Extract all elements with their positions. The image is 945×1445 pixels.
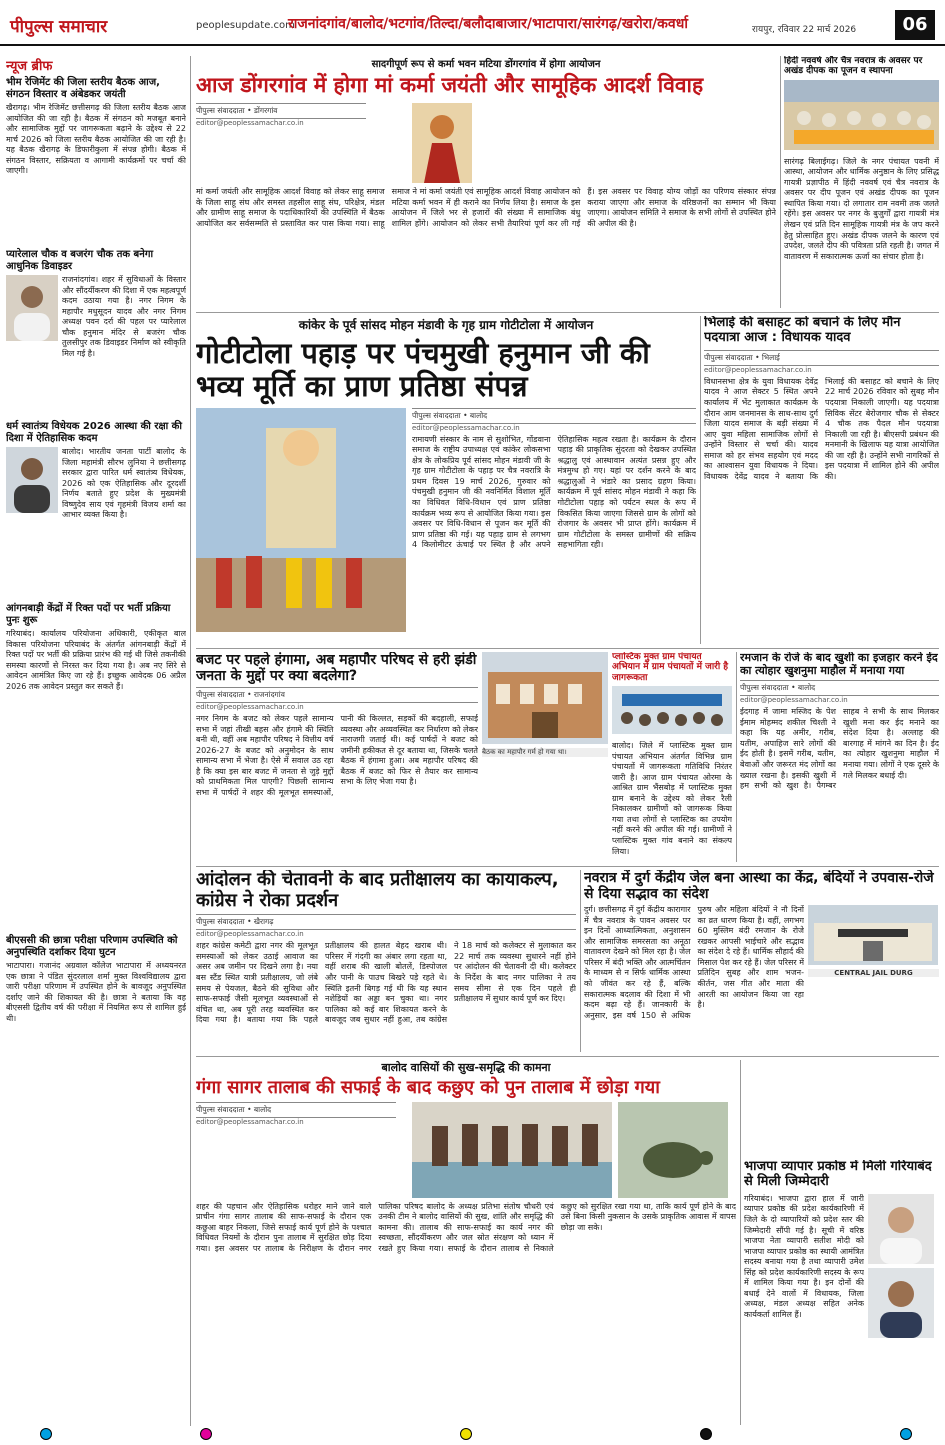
brief-headline: धर्म स्वातंत्र्य विधेयक 2026 आस्था की रक्षा की दिशा में ऐतिहासिक कदम xyxy=(6,421,182,444)
story-byline: पीपुल्स संवाददाता • बालोद xyxy=(740,680,939,696)
news-brief-column xyxy=(6,56,186,1426)
story-headline: बजट पर पहले हंगामा, अब महापौर परिषद से हरी झंडी जनता के मुद्दों पर क्या बदलेगा? xyxy=(196,652,477,685)
portrait-photo xyxy=(6,447,58,513)
turtle-photo xyxy=(618,1102,728,1198)
dateline: रायपुर, रविवार 22 मार्च 2026 xyxy=(752,25,857,35)
plastic-story-block xyxy=(612,652,732,862)
story-email: editor@peoplessamachar.co.in xyxy=(412,423,520,432)
newspaper-logo: पीपुल्स समाचार xyxy=(10,17,108,37)
photo-caption: CENTRAL JAIL DURG xyxy=(808,969,939,977)
story-headline: रमजान के रोजे के बाद खुशी का इजहार करने ईद का त्योहार खुशनुमा माहौल में मनाया गया xyxy=(740,652,938,677)
brief-text: खैरागढ़। भीम रेजिमेंट छत्तीसगढ़ की जिला स्तरीय बैठक आज आयोजित की जा रही है। बैठक में संगठन को मजबूत बनाने और सामाजिक मुद्दों पर जागरूकता बढ़ाने के उद्देश्य से 22 मार्च 2026 को जिला स्तरीय बैठक आयोजित की जा रही है। यह बैठक खैरागढ़ के डिफारीकुला में संपन्न होगी। बैठक में संगठन विस्तार, सक्रियता व आगामी कार्यक्रमों पर चर्चा की जाएगी। xyxy=(6,103,186,176)
central-jail-photo xyxy=(808,905,938,965)
photo-caption: बैठक का महापौर गर्म हो गया था। xyxy=(482,748,608,757)
pond-officials-photo xyxy=(412,1102,612,1198)
navratri-story xyxy=(784,56,939,308)
main-story xyxy=(196,316,696,644)
story-email: editor@peoplessamachar.co.in xyxy=(196,119,304,128)
brief-section-title: न्यूज ब्रीफ xyxy=(6,59,53,74)
eid-story xyxy=(740,652,939,862)
story-kicker: सादगीपूर्ण रूप से कर्मा भवन मटिया डोंगरगांव में होगा आयोजन xyxy=(371,59,601,70)
story-byline: पीपुल्स संवाददाता • बालोद xyxy=(412,408,696,424)
jail-story xyxy=(584,870,939,1052)
story-body: विधानसभा क्षेत्र के युवा विधायक देवेंद्र यादव ने आज सेक्टर 5 स्थित अपने कार्यालय में भेंट मुलाकात कार्यक्रम के दौरान आम जनमानस के साथ-साथ दुर्ग जिला यादव समाज के बड़ी संख्या में आए युवा महिला सामाजिक लोगों से उन्होंने विस्तार से चर्चा की। यादव समाज को हर संभव सहयोग एवं मदद का आश्वासन युवा विधायक ने दिया। विधायक देवेंद्र यादव ने बताया कि भिलाई की बसाहट को बचाने के लिए 22 मार्च 2026 रविवार को सुबह मौन पदयात्रा निकाली जाएगी। यह पदयात्रा सिविक सेंटर बेरोजगार चौक से सेक्टर 4 चौक तक पैदल मौन पदयात्रा निकाली जा रही है। बीएसपी प्रबंधन की मनमानी के खिलाफ यह यात्रा आयोजित की जा रही है। उन्होंने सभी नागरिकों से इस पदयात्रा में शामिल होने की अपील की। xyxy=(704,376,939,481)
story-headline: आज डोंगरगांव में होगा मां कर्मा जयंती और सामूहिक आदर्श विवाह xyxy=(196,73,704,97)
story-headline: नवरात्र में दुर्ग केंद्रीय जेल बना आस्था का केंद्र, बंदियों ने उपवास-रोजे से दिया सद्भाव का संदेश xyxy=(584,870,934,903)
plastic-story xyxy=(482,652,608,862)
masthead xyxy=(0,0,945,46)
story-kicker: बालोद वासियों की सुख-समृद्धि की कामना xyxy=(381,1061,551,1074)
story-email: editor@peoplessamachar.co.in xyxy=(196,1117,304,1126)
site-url: peoplesupdate.com xyxy=(196,20,295,31)
story-body: सारंगढ़ बिलाईगढ़। जिले के नगर पंचायत पवनी में आस्था, आयोजन और धार्मिक अनुष्ठान के लिए प्रसिद्ध गायत्री प्रज्ञापीठ में हिंदी नववर्ष एवं चैत्र नवरात्र के अवसर पर दीप पूजन एवं अखंड दीपक का पूजन स्थापित किया गया। दो लगातार राम नवमी तक जलते रहेंगे। इस अवसर पर नगर के बुजुर्गों द्वारा गायत्री मंत्र लेखन एवं प्रति दिन सामूहिक गायत्री मंत्र के जप करने हेतु प्रोत्साहित हुए। अखंड दीपक जलने के कारण एवं उपदेश, जलते दीप की पवित्रता प्रति रहती है। जगत में वातावरण में सकारात्मक ऊर्जा का संचार होता है। xyxy=(784,156,939,261)
story-headline: गोटीटोला पहाड़ पर पंचमुखी हनुमान जी की भव्य मूर्ति का प्राण प्रतिष्ठा संपन्न xyxy=(196,336,650,404)
story-byline: पीपुल्स संवाददाता • बालोद xyxy=(196,1102,396,1118)
story-body: रामायणी संस्कार के नाम से सुशोभित, गोंडवाना समाज के राष्ट्रीय उपाध्यक्ष एवं कांकेर लोकसभा क्षेत्र के लोकप्रिय पूर्व सांसद मोहन मंडावी जी के गृह ग्राम गोटीटोला के पहाड़ पर चैत्र नवरात्रि के प्रथम दिवस 19 मार्च 2026, गुरुवार को पंचमुखी हनुमान जी की नवनिर्मित विशाल मूर्ति का विधिवत विधि-विधान एवं प्राण प्रतिष्ठा कार्यक्रम भव्य रूप से आयोजित किया गया। इस अवसर पर विधि-विधान से पूजन कर मूर्ति की प्राण प्रतिष्ठा की गई। यह पहाड़ ग्राम से लगभग 4 किलोमीटर ऊंचाई पर स्थित है और अपने ऐतिहासिक महत्व रखता है। कार्यक्रम के दौरान पहाड़ की प्राकृतिक सुंदरता को देखकर उपस्थित श्रद्धालु एवं आस्थावान अत्यंत प्रसन्न हुए और मंत्रमुग्ध हो गए। यहां पर दर्शन करने के बाद श्रद्धालुओं ने भंडारे का प्रसाद ग्रहण किया। कार्यक्रम में पूर्व सांसद मोहन मंडावी ने कहा कि गोटीटोला पहाड़ को पर्यटन स्थल के रूप में विकसित किया जाएगा जिससे ग्राम के लोगों को रोजगार के अवसर भी प्राप्त होंगे। कार्यक्रम में ग्राम गोटीटोला के समस्त ग्रामीणों की सक्रिय सहभागिता रही। xyxy=(412,434,696,550)
brief-text: बालोद। भारतीय जनता पार्टी बालोद के जिला महामंत्री सौरभ लुनिया ने छत्तीसगढ़ सरकार द्वारा पारित धर्म स्वातंत्र्य विधेयक, 2026 को एक ऐतिहासिक और दूरदर्शी निर्णय बताते हुए प्रदेश के मुख्यमंत्री विष्णुदेव साय एवं गृहमंत्री विजय शर्मा का आभार व्यक्त किया है। xyxy=(62,447,186,520)
district-list: राजनांदगांव/बालोद/भटगांव/तिल्दा/बलौदाबाजार/भाटापारा/सारंगढ़/खरोरा/कवर्धा xyxy=(288,16,688,32)
rally-photo xyxy=(612,686,732,734)
portrait-photo xyxy=(868,1268,934,1338)
goddess-karma-image xyxy=(412,103,472,183)
story-body: दुर्ग। छत्तीसगढ़ में दुर्ग केंद्रीय कारागार में चैत्र नवरात्र के पावन अवसर पर इन दिनों आध्यात्मिकता, अनुशासन और सामाजिक समरसता का अनूठा वातावरण देखने को मिल रहा है। जेल परिसर में बंदी भक्ति और आत्मचिंतन के माध्यम से न सिर्फ धार्मिक आस्था को जीवंत कर रहे हैं, बल्कि सकारात्मक बदलाव की दिशा में भी कदम बढ़ा रहे हैं। जानकारी के अनुसार, इस वर्ष 150 से अधिक पुरुष और महिला बंदियों ने नौ दिनों का व्रत धारण किया है। वहीं, लगभग 60 मुस्लिम बंदी रमजान के रोजे रखकर आपसी भाईचारे और सद्भाव का संदेश दे रहे हैं। धार्मिक सौहार्द की मिसाल पेश कर रहे हैं। जेल परिसर में प्रतिदिन सुबह और शाम भजन-कीर्तन, जस गीत और माता की आरती का आयोजन किया जा रहा है। xyxy=(584,905,804,1020)
story-headline: भिलाई की बसाहट को बचाने के लिए मौन पदयात्रा आज : विधायक यादव xyxy=(704,316,901,345)
story-body: गरियाबंद। भाजपा द्वारा हाल में जारी व्यापार प्रकोष्ठ की प्रदेश कार्यकारिणी में जिले के दो व्यापारियों को प्रदेश स्तर की जिम्मेदारी सौंपी गई है। सूची में वरिष्ठ भाजपा नेता व्यापारी सतीश मोदी को भाजपा व्यापार प्रकोष्ठ का स्थायी आमंत्रित सदस्य बनाया गया है तथा व्यापारी उमेश सिंह को प्रदेश कार्यकारिणी सदस्य के रूप में शामिल किया गया है। इन दोनों की बधाई देने वालों में विधायक, जिला अध्यक्ष, मंडल अध्यक्ष सहित अनेक कार्यकर्ता शामिल हैं। xyxy=(744,1193,864,1319)
waiting-room-story xyxy=(196,870,576,1052)
story-email: editor@peoplessamachar.co.in xyxy=(740,696,848,705)
story-byline: पीपुल्स संवाददाता • खैरागढ़ xyxy=(196,914,576,930)
story-email: editor@peoplessamachar.co.in xyxy=(704,365,812,374)
story-body: मां कर्मा जयंती और सामूहिक आदर्श विवाह को लेकर साहू समाज के जिला साहू संघ और समस्त तहसील साहू संघ, परिक्षेत्र, मंडल और ग्रामीण साहू समाज के पदाधिकारियों की उपस्थिति में बैठक आयोजित कर सर्वसम्मति से प्रस्तावित कर पास किया गया। साहू समाज ने मां कर्मा जयंती एवं सामूहिक आदर्श विवाह आयोजन को मटिया कर्मा भवन में ही कराने का निर्णय लिया है। समाज के इस आयोजन में जिले भर से हजारों की संख्या में सामाजिक बंधु शामिल होंगे। आयोजन को लेकर सभी तैयारियां पूर्ण कर ली गई हैं। इस अवसर पर विवाह योग्य जोड़ों का परिणय संस्कार संपन्न कराया जाएगा और समाज के वरिष्ठजनों का सम्मान भी किया जाएगा। आयोजन समिति ने समाज के सभी लोगों से उपस्थित होने की अपील की है। xyxy=(196,187,776,228)
brief-text: राजनांदगांव। शहर में सुविधाओं के विस्तार और सौंदर्यीकरण की दिशा में एक महत्वपूर्ण कदम उठाया गया है। नगर निगम के महापौर मधुसूदन यादव और नगर निगम अध्यक्ष पवन दर्रा की पहल पर प्यारेलाल चौक हनुमान मंदिर से बजरंग चौक तुलसीपुर तक डिवाइडर निर्माण को स्वीकृति मिल गई है। xyxy=(62,275,186,358)
portrait-photo xyxy=(868,1194,934,1264)
bhilai-story xyxy=(704,316,939,644)
story-body: बालोद। जिले में प्लास्टिक मुक्त ग्राम पंचायत अभियान अंतर्गत विभिन्न ग्राम पंचायतों में जागरूकता गतिविधि निरंतर जारी है। आज ग्राम पंचायत ओरमा के आश्रित ग्राम भैंसबोड़ में प्लास्टिक मुक्त ग्राम बनाने के उद्देश्य को लेकर रैली निकालकर ग्रामीणों को जागरूक किया गया तथा लोगों से प्लास्टिक का उपयोग नहीं करने की अपील की गई। ग्रामीणों ने प्लास्टिक मुक्त गांव बनाने का संकल्प लिया। xyxy=(612,741,732,856)
brief-headline: बीएससी की छात्रा परीक्षा परिणाम उपस्थिति को अनुपस्थिति दर्शाकर दिया घुटन xyxy=(6,935,178,958)
brief-headline: आंगनबाड़ी केंद्रों में रिक्त पदों पर भर्ती प्रक्रिया पुनः शुरू xyxy=(6,603,171,626)
story-byline: पीपुल्स संवाददाता • भिलाई xyxy=(704,350,939,366)
budget-story xyxy=(196,652,478,862)
story-body: ईदगाह में जामा मस्जिद के पेश ईमाम मोहम्मद शकील चिश्ती ने कहा कि यह अमीर, गरीब, यतीम, अपाहिज सारे लोगों की ईद होती है। इसमें गरीब, यतीम, बेवाओं और जरूरत मंद लोगों का ख्याल रखना है। इसकी खुशी में हम सभी को खुश है। पैगम्बर साहब ने सभी के साथ मिलकर खुशी मना कर ईद मनाने का संदेश दिया है। अल्लाह की बारगाह में मांगने का दिन है। ईद का त्योहार खुशनुमा माहौल में मनाया गया। लोगों ने एक दूसरे के गले मिलकर बधाई दी। xyxy=(740,707,939,791)
prayer-gathering-photo xyxy=(784,80,939,150)
bjp-story xyxy=(744,1160,939,1425)
brief-text: गरियाबंद। कार्यालय परियोजना अधिकारी, एकीकृत बाल विकास परियोजना परियाबंद के अंतर्गत आंगनबाड़ी केंद्रों में रिक्त पदों पर भर्ती की प्रक्रिया प्रारंभ की गई थी जिसे तकनीकी समस्या कारणों से निरस्त कर दिया गया है। अब नए सिरे से आवेदन आमंत्रित किए जा रहे हैं। इच्छुक आवेदक 06 अप्रैल 2026 तक आवेदन प्रस्तुत कर सकते हैं। xyxy=(6,629,186,691)
story-headline: गंगा सागर तालाब की सफाई के बाद कछुए को पुन तालाब में छोड़ा गया xyxy=(196,1077,660,1098)
story-body: शहर कांग्रेस कमेटी द्वारा नगर की मूलभूत समस्याओं को लेकर उठाई आवाज का असर अब जमीन पर दिखने लगा है। नया बस स्टैंड स्थित यात्री प्रतीक्षालय, जो लंबे समय से पेयजल, बैठने की सुविधा और साफ-सफाई जैसी मूलभूत व्यवस्थाओं से वंचित था, अब पूरी तरह व्यवस्थित कर दिया गया है। बताया गया कि पहले प्रतीक्षालय की हालत बेहद खराब थी। परिसर में गंदगी का अंबार लगा रहता था, वहीं शराब की खाली बोतलें, डिस्पोजल और पानी के पाउच बिखरे पड़े रहते थे। स्थिति इतनी बिगड़ गई थी कि यह स्थान नशेड़ियों का अड्डा बन चुका था। नगर पालिका को कई बार शिकायत करने के बावजूद जब सुधार नहीं हुआ, तब कांग्रेस ने 18 मार्च को कलेक्टर से मुलाकात कर 22 मार्च तक व्यवस्था सुधारने नहीं होने पर आंदोलन की चेतावनी दी थी। कलेक्टर के निर्देश के बाद नगर पालिका ने तय समय सीमा से एक दिन पहले ही प्रतीक्षालय में सुधार कार्य पूर्ण कर दिए। xyxy=(196,941,576,1025)
brief-headline: प्यारेलाल चौक व बजरंग चौक तक बनेगा आधुनिक डिवाइडर xyxy=(6,249,154,272)
story-email: editor@peoplessamachar.co.in xyxy=(196,930,304,939)
pond-story xyxy=(196,1060,736,1425)
story-headline: प्लास्टिक मुक्त ग्राम पंचायत अभियान में ग्राम पंचायतों में जारी है जागरूकता xyxy=(612,652,729,683)
story-byline: पीपुल्स संवाददाता • डोंगरगांव xyxy=(196,103,366,119)
brief-text: भाटापारा। गजानंद अग्रवाल कॉलेज भाटापारा में अध्ययनरत एक छात्रा ने पंडित सुंदरलाल शर्मा मुक्त विश्वविद्यालय द्वारा जारी परीक्षा परिणाम में उपस्थित होने के बावजूद अनुपस्थित दर्शाए जाने की शिकायत की है। छात्रा ने बताया कि वह बीएससी द्वितीय वर्ष की परीक्षा में नियमित रूप से शामिल हुई थी। xyxy=(6,961,186,1023)
story-body: नगर निगम के बजट को लेकर पहले सामान्य सभा में जहां तीखी बहस और हंगामे की स्थिति बनी थी, वहीं अब महापौर परिषद ने वित्तीय वर्ष 2026-27 के बजट को अनुमोदन के साथ सामान्य सभा में भेजा है। ऐसे में सवाल उठ रहा है कि क्या इस बार बजट में जनता से जुड़े मुद्दों को प्राथमिकता मिल पाएगी? पिछली सामान्य सभा में पार्षदों ने शहर की मूलभूत समस्याओं, पानी की किल्लत, सड़कों की बदहाली, सफाई व्यवस्था और अव्यवस्थित कर निर्धारण को लेकर नाराजगी जताई थी। कई पार्षदों ने बजट को जमीनी हकीकत से दूर बताया था, जिसके चलते बैठक में हंगामा हुआ। अब महापौर परिषद की बैठक में बजट को फिर से तैयार कर सामान्य सभा के लिए भेजा गया है। xyxy=(196,714,478,798)
story-body: शहर की पहचान और ऐतिहासिक धरोहर माने जाने वाले प्राचीन गंगा सागर तालाब की साफ-सफाई के दौरान एक कछुआ बाहर निकला, जिसे सफाई कार्य पूर्ण होने के पश्चात विधिवत नियमों के दौरान पुनः तालाब में सुरक्षित छोड़ दिया गया। इस अवसर पर तालाब के निरीक्षण के दौरान नगर पालिका परिषद बालोद के अध्यक्ष प्रतिभा संतोष चौधरी एवं उनकी टीम ने बालोद वासियों की सुख, शांति और समृद्धि की कामना की। तालाब की साफ-सफाई का कार्य नगर की स्वच्छता, सौंदर्यीकरण और जल स्रोत संरक्षण को ध्यान में रखते हुए किया गया। सफाई के दौरान तालाब से निकाले कछुए को सुरक्षित रखा गया था, ताकि कार्य पूर्ण होने के बाद उसे बिना किसी नुकसान के उसके प्राकृतिक आवास में वापस छोड़ा जा सके। xyxy=(196,1201,736,1253)
story-headline: आंदोलन की चेतावनी के बाद प्रतीक्षालय का कायाकल्प, कांग्रेस ने रोका प्रदर्शन xyxy=(196,870,559,911)
story-headline: भाजपा व्यापार प्रकोष्ठ में मिली गरियाबंद से मिली जिम्मेदारी xyxy=(744,1160,932,1189)
top-story xyxy=(196,56,776,308)
portrait-photo xyxy=(6,275,58,341)
story-kicker: कांकेर के पूर्व सांसद मोहन मंडावी के गृह ग्राम गोटीटोला में आयोजन xyxy=(298,318,594,332)
story-headline: हिंदी नववर्ष और चैत्र नवरात्र के अवसर पर अखंड दीपक का पूजन व स्थापना xyxy=(784,56,923,77)
page-number: 06 xyxy=(895,10,935,40)
story-email: editor@peoplessamachar.co.in xyxy=(196,703,304,712)
story-byline: पीपुल्स संवाददाता • राजनांदगांव xyxy=(196,687,478,703)
hanuman-idol-photo xyxy=(196,408,406,632)
brief-headline: भीम रेजिमेंट की जिला स्तरीय बैठक आज, संगठन विस्तार व अंबेडकर जयंती xyxy=(6,77,160,100)
